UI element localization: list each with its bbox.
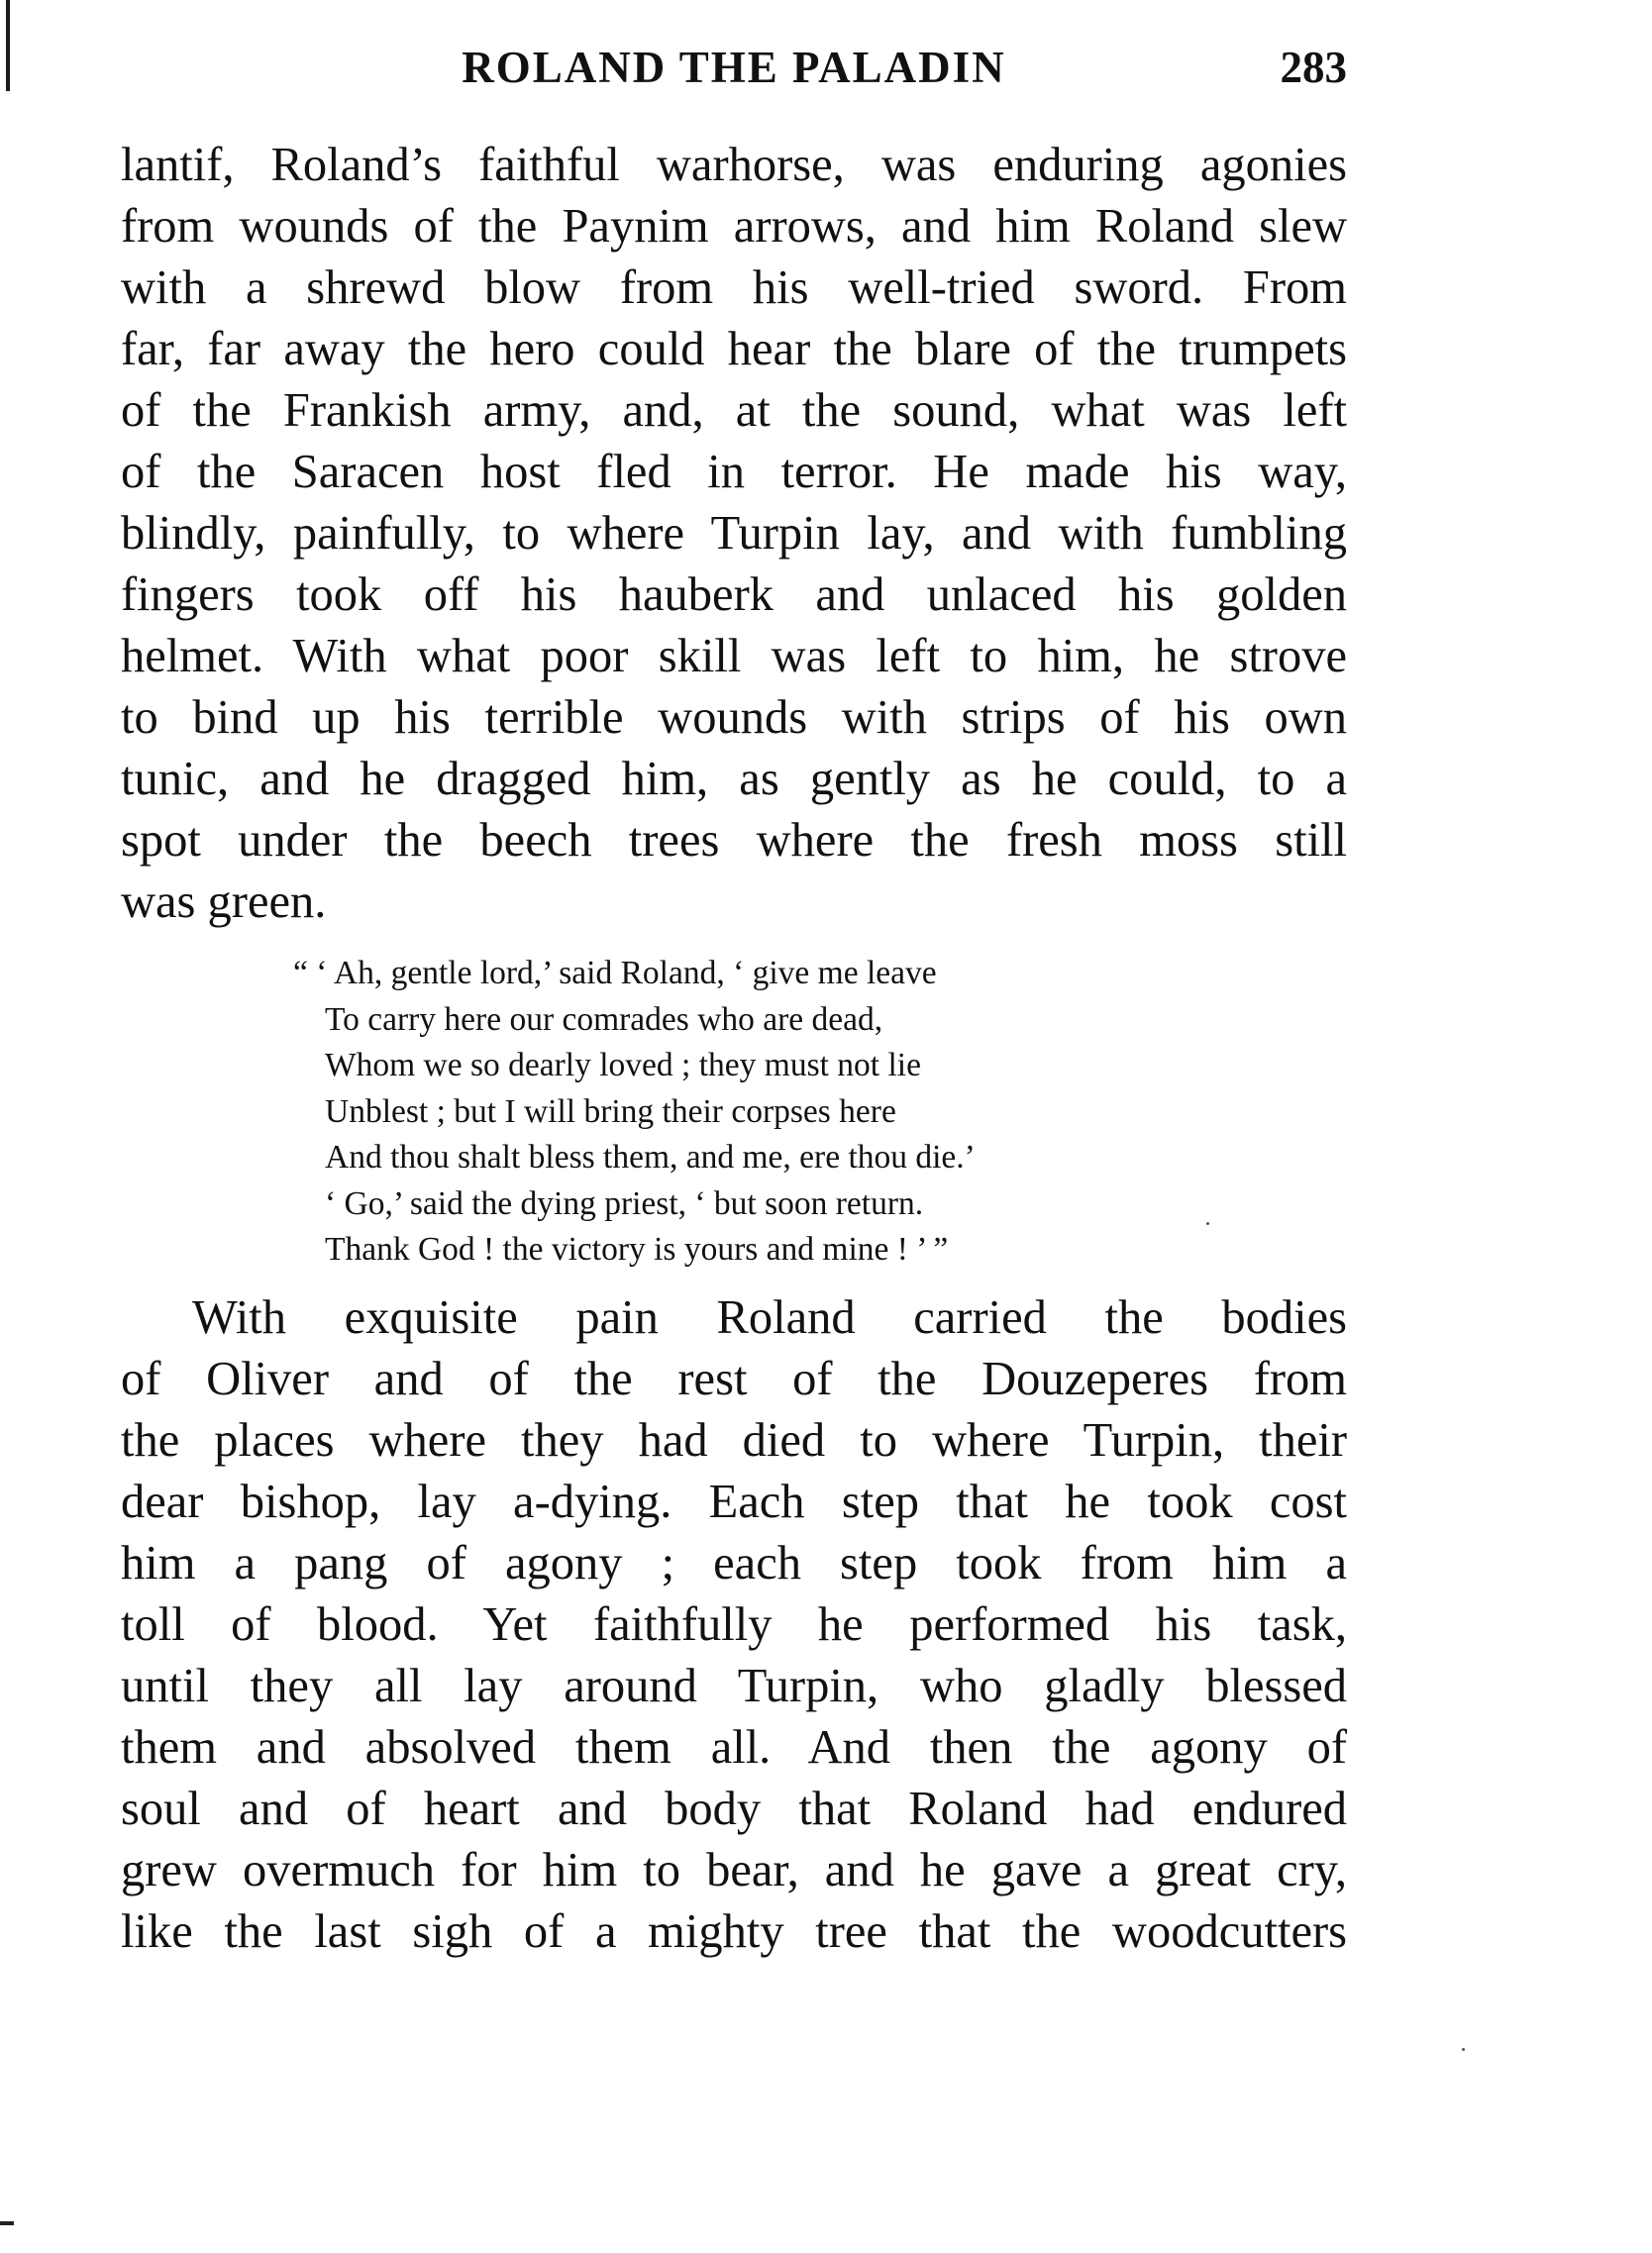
- text-line: of the Saracen host fled in terror. He made his way,: [121, 446, 1347, 498]
- speck: [1206, 1222, 1209, 1225]
- verse-line: Unblest ; but I will bring their corpses here: [325, 1092, 896, 1130]
- verse-line: ‘ Go,’ said the dying priest, ‘ but soon return.: [325, 1184, 924, 1222]
- paragraph-2: [121, 1287, 1347, 1963]
- verse-line: And thou shalt bless them, and me, ere thou die.’: [325, 1139, 976, 1176]
- text-line: from wounds of the Paynim arrows, and him Roland slew: [121, 200, 1347, 253]
- text-line: With exquisite pain Roland carried the bodies: [192, 1291, 1347, 1344]
- verse-line: “ ‘ Ah, gentle lord,’ said Roland, ‘ give me leave: [293, 955, 937, 991]
- text-line: the places where they had died to where Turpin, their: [121, 1414, 1347, 1467]
- text-line: like the last sigh of a mighty tree that the woodcutters: [121, 1905, 1347, 1958]
- text-line: was green.: [121, 875, 327, 928]
- text-line: spot under the beech trees where the fresh moss still: [121, 814, 1347, 867]
- text-line: them and absolved them all. And then the agony of: [121, 1721, 1347, 1774]
- running-head: [121, 42, 1347, 101]
- page-number: 283: [1280, 43, 1347, 92]
- text-line: lantif, Roland’s faithful warhorse, was enduring agonies: [121, 139, 1347, 191]
- scan-corner-mark: [0, 2221, 14, 2225]
- running-title: ROLAND THE PALADIN: [462, 43, 1006, 92]
- text-line: fingers took off his hauberk and unlaced his golden: [121, 568, 1347, 621]
- scan-edge-mark: [6, 0, 10, 91]
- text-line: tunic, and he dragged him, as gently as he could, to a: [121, 753, 1347, 805]
- text-line: far, far away the hero could hear the blare of the trumpets: [121, 323, 1347, 375]
- text-line: dear bishop, lay a-dying. Each step that he took cost: [121, 1476, 1347, 1528]
- text-line: toll of blood. Yet faithfully he performed his task,: [121, 1598, 1347, 1651]
- text-line: him a pang of agony ; each step took from him a: [121, 1537, 1347, 1589]
- text-line: of Oliver and of the rest of the Douzeperes from: [121, 1353, 1347, 1405]
- text-line: with a shrewd blow from his well-tried sword. From: [121, 261, 1347, 314]
- text-line: to bind up his terrible wounds with strips of his own: [121, 691, 1347, 744]
- verse-quotation: [293, 951, 976, 1274]
- text-line: soul and of heart and body that Roland had endured: [121, 1783, 1347, 1835]
- text-line: until they all lay around Turpin, who gladly blessed: [121, 1660, 1347, 1712]
- paragraph-1: [121, 135, 1347, 933]
- text-line: helmet. With what poor skill was left to him, he strove: [121, 630, 1347, 682]
- speck: [1462, 2048, 1465, 2051]
- text-line: grew overmuch for him to bear, and he gave a great cry,: [121, 1844, 1347, 1896]
- text-line: of the Frankish army, and, at the sound, what was left: [121, 384, 1347, 437]
- verse-line: Thank God ! the victory is yours and mine ! ’ ”: [325, 1231, 949, 1268]
- text-line: blindly, painfully, to where Turpin lay, and with fumbling: [121, 507, 1347, 560]
- verse-line: Whom we so dearly loved ; they must not lie: [325, 1047, 921, 1083]
- verse-line: To carry here our comrades who are dead,: [325, 1000, 883, 1038]
